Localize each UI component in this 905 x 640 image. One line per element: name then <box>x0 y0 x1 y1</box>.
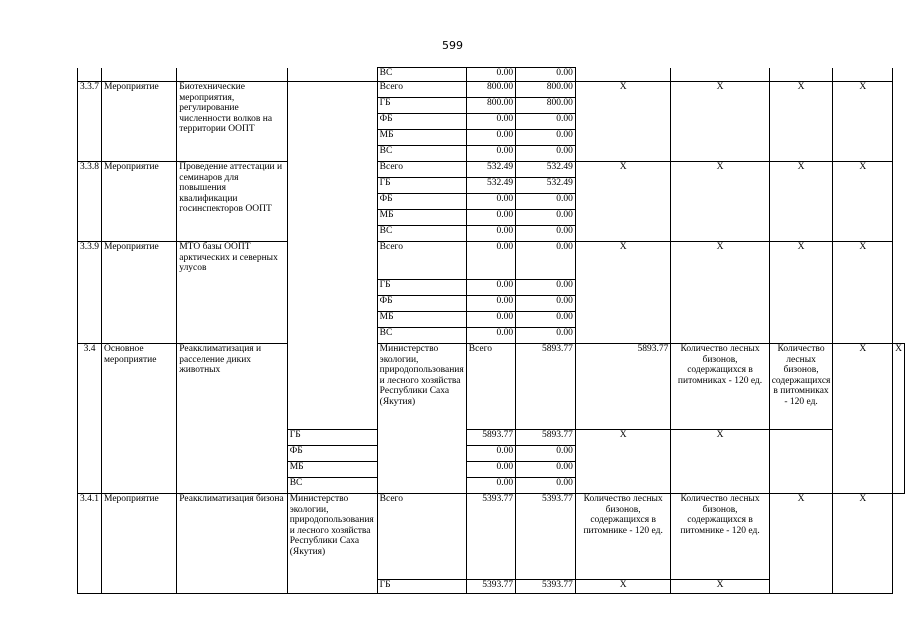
table-cell: 5893.77 <box>575 344 670 430</box>
table-cell: Реакклиматизация бизона <box>177 494 287 594</box>
table-cell: Количество лесных бизонов, содержащихся в питомнике - 120 ед. <box>671 494 769 580</box>
table-cell: Мероприятие <box>102 242 177 344</box>
table-cell <box>671 68 769 82</box>
table-cell: Х <box>833 242 893 344</box>
table-cell: 0.00 <box>466 194 515 210</box>
table-cell: 3.3.7 <box>78 82 102 162</box>
table-cell: ВС <box>377 328 466 344</box>
table-cell: 0.00 <box>516 242 576 280</box>
table-cell: ВС <box>377 68 466 82</box>
table-cell: 5393.77 <box>466 580 515 594</box>
table-cell: 0.00 <box>466 68 515 82</box>
table-cell: 532.49 <box>466 162 515 178</box>
table-cell: 0.00 <box>516 130 576 146</box>
table-cell: Х <box>769 162 833 242</box>
table-cell: Реакклиматизация и расселение диких животных <box>177 344 287 494</box>
table-cell: ГБ <box>377 98 466 114</box>
table-cell: МБ <box>377 312 466 328</box>
table-cell: 5893.77 <box>466 430 515 446</box>
table-cell: ФБ <box>287 446 377 462</box>
page-number: 599 <box>442 39 463 52</box>
table-cell: 0.00 <box>516 210 576 226</box>
table-cell <box>177 68 287 82</box>
table-cell: ФБ <box>377 194 466 210</box>
table-cell: Мероприятие <box>102 162 177 242</box>
table-cell: Основное мероприятие <box>102 344 177 494</box>
table-cell: Мероприятие <box>102 494 177 594</box>
table-cell: ГБ <box>377 580 466 594</box>
budget-table <box>77 67 905 594</box>
table-cell: 0.00 <box>466 114 515 130</box>
table-cell: ГБ <box>377 178 466 194</box>
table-cell: Всего <box>466 344 515 430</box>
table-cell: 0.00 <box>466 478 515 494</box>
table-cell: 0.00 <box>516 68 576 82</box>
table-cell: Х <box>671 580 769 594</box>
table-cell: 0.00 <box>516 114 576 130</box>
table-cell: ВС <box>377 226 466 242</box>
table-cell <box>102 68 177 82</box>
table-cell: 0.00 <box>466 296 515 312</box>
table-cell: 3.3.8 <box>78 162 102 242</box>
table-cell: 0.00 <box>466 130 515 146</box>
table-row <box>78 68 905 82</box>
table-cell: Х <box>769 494 833 594</box>
table-cell: 3.4.1 <box>78 494 102 594</box>
table-cell: Х <box>575 162 670 242</box>
table-cell: Х <box>769 82 833 162</box>
table-cell <box>78 68 102 82</box>
table-row <box>78 162 905 178</box>
table-cell <box>575 68 670 82</box>
table-cell: Х <box>575 82 670 162</box>
table-cell: 0.00 <box>516 462 576 478</box>
table-cell: Мероприятие <box>102 82 177 162</box>
table-cell: МБ <box>377 130 466 146</box>
table-cell: Х <box>671 162 769 242</box>
table-cell: ГБ <box>377 280 466 296</box>
table-cell: Всего <box>377 82 466 98</box>
table-cell: Министерство экологии, природопользования и лесного хозяйства Республики Саха (Якутия) <box>287 494 377 594</box>
table-cell: 0.00 <box>516 446 576 462</box>
table-cell: 0.00 <box>516 328 576 344</box>
table-cell: 5393.77 <box>516 494 576 580</box>
table-cell: ВС <box>377 146 466 162</box>
table-cell: Проведение аттестации и семинаров для повышения квалификации госинспекторов ООПТ <box>177 162 287 242</box>
table-cell: 0.00 <box>516 146 576 162</box>
table-cell: Х <box>575 242 670 344</box>
table-cell <box>287 68 377 82</box>
table-cell: 532.49 <box>516 178 576 194</box>
table-cell: 800.00 <box>516 82 576 98</box>
table-cell: МТО базы ООПТ арктических и северных улусов <box>177 242 287 344</box>
table-cell: Х <box>833 494 893 594</box>
table-row <box>78 242 905 280</box>
table-cell: ФБ <box>377 296 466 312</box>
table-cell: 0.00 <box>466 146 515 162</box>
table-cell: 5893.77 <box>516 344 576 430</box>
table-cell: 0.00 <box>516 280 576 296</box>
table-row <box>78 494 905 580</box>
table-cell <box>769 68 833 82</box>
table-cell: 0.00 <box>466 242 515 280</box>
table-cell: 0.00 <box>466 280 515 296</box>
table-cell: Всего <box>377 162 466 178</box>
table-row <box>78 82 905 98</box>
table-cell: Всего <box>377 494 466 580</box>
table-cell: Х <box>893 344 905 494</box>
table-cell: 0.00 <box>516 194 576 210</box>
table-cell: 800.00 <box>466 82 515 98</box>
table-cell: Количество лесных бизонов, содержащихся в питомнике - 120 ед. <box>575 494 670 580</box>
table-cell: 0.00 <box>516 312 576 328</box>
table-cell: ГБ <box>287 430 377 446</box>
table-cell: 0.00 <box>466 446 515 462</box>
table-cell: 800.00 <box>516 98 576 114</box>
table-cell <box>833 68 893 82</box>
table-cell: 532.49 <box>516 162 576 178</box>
table-cell: Х <box>671 430 769 494</box>
table-cell: Количество лесных бизонов, содержащихся в питомниках - 120 ед. <box>769 344 833 430</box>
table-cell: 0.00 <box>466 226 515 242</box>
table-cell <box>287 82 377 430</box>
table-cell: 0.00 <box>466 210 515 226</box>
table-cell: 5893.77 <box>516 430 576 446</box>
table-cell: Х <box>671 242 769 344</box>
table-cell: 0.00 <box>516 226 576 242</box>
table-cell: Министерство экологии, природопользования и лесного хозяйства Республики Саха (Якутия) <box>377 344 466 494</box>
table-cell: 0.00 <box>466 312 515 328</box>
table-cell: 0.00 <box>466 328 515 344</box>
table-cell: Х <box>769 242 833 344</box>
table-cell: 0.00 <box>516 296 576 312</box>
table-cell: 800.00 <box>466 98 515 114</box>
table-cell: 5393.77 <box>516 580 576 594</box>
table-cell: Всего <box>377 242 466 280</box>
table-cell: Х <box>575 580 670 594</box>
table-cell: ФБ <box>377 114 466 130</box>
table-cell: Х <box>833 344 893 494</box>
table-cell: ВС <box>287 478 377 494</box>
table-cell: 5393.77 <box>466 494 515 580</box>
table-cell: 3.4 <box>78 344 102 494</box>
table-cell: 532.49 <box>466 178 515 194</box>
table-cell: МБ <box>287 462 377 478</box>
table-cell: Х <box>833 82 893 162</box>
table-cell: 0.00 <box>516 478 576 494</box>
table-cell: МБ <box>377 210 466 226</box>
table-row <box>78 344 905 430</box>
table-cell: Х <box>833 162 893 242</box>
table-cell: Количество лесных бизонов, содержащихся в питомниках - 120 ед. <box>671 344 769 430</box>
table-cell: Х <box>575 430 670 494</box>
table-cell: 0.00 <box>466 462 515 478</box>
table-cell: Х <box>671 82 769 162</box>
table-cell: 3.3.9 <box>78 242 102 344</box>
table-cell: Биотехнические мероприятия, регулирование численности волков на территории ООПТ <box>177 82 287 162</box>
